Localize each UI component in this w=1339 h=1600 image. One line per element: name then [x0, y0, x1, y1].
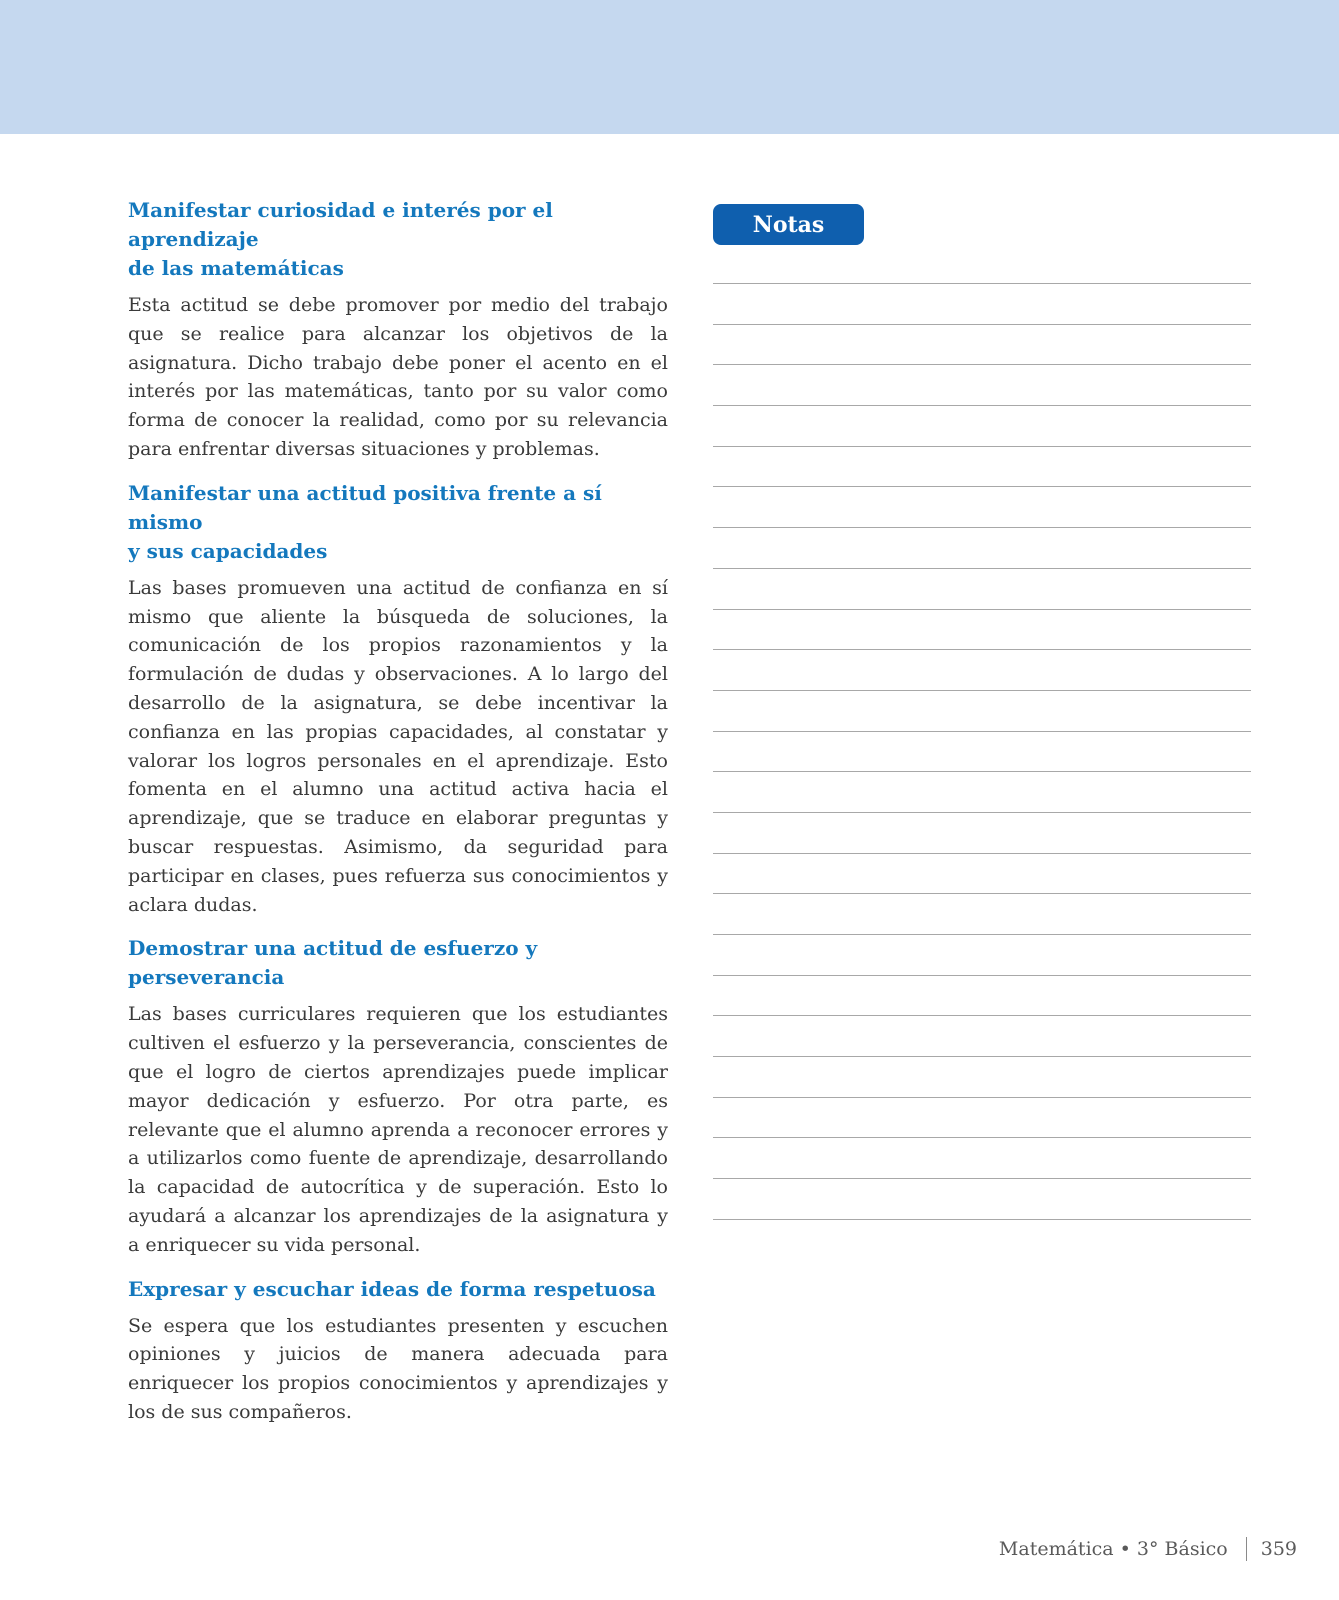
header-band	[0, 0, 1339, 134]
attitudes-column	[128, 196, 668, 1442]
note-line	[713, 283, 1251, 284]
section-heading: Demostrar una actitud de esfuerzo y perseverancia	[128, 936, 538, 990]
page-footer	[999, 1537, 1297, 1561]
page-number: 359	[1260, 1538, 1297, 1560]
footer-divider	[1246, 1537, 1247, 1561]
note-line	[713, 893, 1251, 894]
footer-subject: Matemática • 3° Básico	[998, 1538, 1228, 1560]
note-line	[713, 771, 1251, 772]
section-body: Las bases curriculares requieren que los estudiantes cultiven el esfuerzo y la perseverancia, conscientes de que el logro de ciertos aprendizajes puede implicar mayor dedicación y esfuerzo. Por otra parte, es relevante que el alumno aprenda a reconocer errores y a utilizarlos como fuente de aprendizaje, desarrollando la capacidad de autocrítica y de superación. Esto lo ayudará a alcanzar los aprendizajes de la asignatura y a enriquecer su vida personal.	[128, 1003, 668, 1256]
note-line	[713, 324, 1251, 325]
note-line	[713, 649, 1251, 650]
note-line	[713, 1178, 1251, 1179]
notes-panel	[713, 204, 1251, 245]
note-line	[713, 731, 1251, 732]
note-line	[713, 1219, 1251, 1220]
section-body: Se espera que los estudiantes presenten y escuchen opiniones y juicios de manera adecuada para enriquecer los propios conocimientos y aprendizajes y los de sus compañeros.	[128, 1314, 668, 1423]
note-line	[713, 568, 1251, 569]
notes-button[interactable]: Notas	[713, 204, 864, 245]
note-line	[713, 1015, 1251, 1016]
note-line	[713, 934, 1251, 935]
section-heading: Manifestar curiosidad e interés por el aprendizaje de las matemáticas	[128, 198, 553, 280]
note-line	[713, 812, 1251, 813]
note-line	[713, 1056, 1251, 1057]
section-heading: Manifestar una actitud positiva frente a sí mismo y sus capacidades	[128, 480, 602, 563]
section-body: Las bases promueven una actitud de confianza en sí mismo que aliente la búsqueda de soluciones, la comunicación de los propios razonamientos y la formulación de dudas y observaciones. A lo largo del desarrollo de la asignatura, se debe incentivar la confianza en las propias capacidades, al constatar y valorar los logros personales en el aprendizaje. Esto fomenta en el alumno una actitud activa hacia el aprendizaje, que se traduce en elaborar preguntas y buscar respuestas. Asimismo, da seguridad para participar en clases, pues refuerza sus conocimientos y aclara dudas.	[128, 576, 668, 916]
note-line	[713, 405, 1251, 406]
section-body: Esta actitud se debe promover por medio del trabajo que se realice para alcanzar los objetivos de la asignatura. Dicho trabajo debe poner el acento en el interés por las matemáticas, tanto por su valor como forma de conocer la realidad, como por su relevancia para enfrentar diversas situaciones y problemas.	[128, 294, 668, 460]
note-line	[713, 486, 1251, 487]
note-line	[713, 527, 1251, 528]
note-line	[713, 975, 1251, 976]
note-line	[713, 364, 1251, 365]
note-line	[713, 1137, 1251, 1138]
note-line	[713, 446, 1251, 447]
note-lines	[713, 283, 1251, 1260]
note-line	[713, 609, 1251, 610]
section-heading: Expresar y escuchar ideas de forma respetuosa	[128, 1276, 656, 1301]
note-line	[713, 1097, 1251, 1098]
note-line	[713, 690, 1251, 691]
note-line	[713, 853, 1251, 854]
